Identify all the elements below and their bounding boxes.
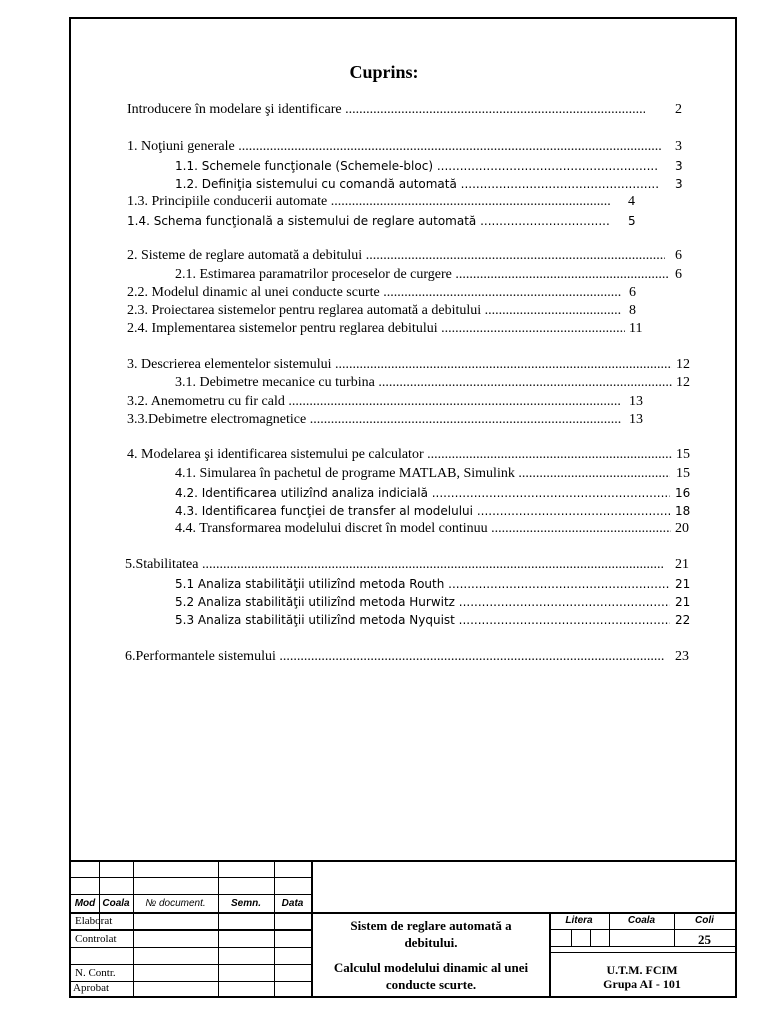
toc-entry-text: 5.1 Analiza stabilităţii utilizînd metoda Routh ..... (175, 575, 670, 593)
stamp-header: Mod (74, 898, 96, 909)
toc-entry (125, 648, 695, 666)
stamp-header: Semn. (230, 898, 261, 909)
toc-entry (127, 393, 657, 411)
toc-entry-text: 1.2. Definiţia sistemului cu comandă automată ..... (175, 175, 659, 193)
toc-entry-page: 21 (675, 577, 691, 591)
toc-entry-text: 1.4. Schema funcţională a sistemului de reglare automată ..... (127, 212, 611, 230)
toc-entry-page: 12 (676, 375, 690, 390)
stamp-header: Coala (102, 898, 130, 909)
toc-entry-page: 21 (675, 557, 689, 572)
stamp-coli-label: Coli (695, 915, 714, 926)
toc-entry (175, 520, 700, 538)
toc-entry (127, 101, 687, 119)
toc-entry-page: 5 (628, 214, 636, 228)
toc-entry-page: 18 (675, 504, 691, 518)
toc-entry-page: 3 (675, 139, 682, 154)
toc-entry-page: 20 (675, 521, 689, 536)
toc-entry-page: 12 (676, 357, 690, 372)
toc-entry-text: 4.4. Transformarea modelului discret în model continuu ..... (175, 520, 671, 538)
toc-entry (175, 266, 695, 284)
toc-entry-text: 6.Performantele sistemului ..... (125, 648, 665, 666)
toc-entry-text: 4. Modelarea şi identificarea sistemului pe calculator ..... (127, 446, 672, 464)
toc-entry-page: 8 (629, 303, 636, 318)
toc-entry-text: 3.3.Debimetre electromagnetice ..... (127, 411, 621, 429)
toc-entry-page: 3 (675, 159, 683, 173)
document-subtitle: Calculul modelului dinamic al unei conducte scurte. (333, 960, 529, 992)
stamp-coli-value: 25 (698, 932, 711, 947)
toc-entry-text: 3.2. Anemometru cu fir cald ..... (127, 393, 621, 411)
stamp-header: № document. (145, 898, 206, 909)
toc-entry (127, 212, 647, 230)
toc-entry-page: 15 (676, 466, 690, 481)
document-title: Sistem de reglare automată a debitului. (350, 918, 512, 950)
toc-entry-page: 23 (675, 649, 689, 664)
toc-entry (175, 374, 695, 392)
toc-entry (175, 465, 695, 483)
toc-entry (127, 247, 687, 265)
toc-entry-page: 13 (629, 394, 643, 409)
toc-entry-text: 1. Noţiuni generale ..... (127, 138, 661, 156)
toc-entry-page: 6 (629, 285, 636, 300)
toc-entry-text: 4.3. Identificarea funcţiei de transfer al modelului ..... (175, 502, 670, 520)
toc-entry-page: 21 (675, 595, 691, 609)
stamp-coala-label: Coala (627, 915, 656, 926)
toc-entry (127, 320, 657, 338)
toc-entry-text: 2.2. Modelul dinamic al unei conducte scurte ..... (127, 284, 621, 302)
toc-entry (127, 138, 687, 156)
toc-entry (127, 446, 697, 464)
toc-entry-page: 6 (675, 267, 682, 282)
toc-entry (127, 356, 697, 374)
toc-entry-text: 3.1. Debimetre mecanice cu turbina ..... (175, 374, 672, 392)
toc-entry (175, 611, 695, 629)
stamp-organization: U.T.M. FCIM (606, 963, 678, 977)
toc-entry (175, 575, 695, 593)
toc-entry-page: 2 (675, 102, 682, 117)
title-block (71, 860, 735, 996)
stamp-litera-label: Litera (565, 915, 593, 926)
toc-entry-text: 1.1. Schemele funcţionale (Schemele-bloc) ..... (175, 157, 657, 175)
stamp-role: Controlat (75, 933, 117, 945)
toc-entry-page: 15 (676, 447, 690, 462)
toc-entry (175, 502, 695, 520)
stamp-header: Data (281, 898, 304, 909)
toc-entry (125, 556, 695, 574)
toc-entry-text: 3. Descrierea elementelor sistemului ..... (127, 356, 672, 374)
toc-entry (127, 284, 647, 302)
toc-entry (175, 157, 695, 175)
stamp-role: Aprobat (73, 982, 110, 994)
toc-entry-page: 22 (675, 613, 691, 627)
toc-entry-text: Introducere în modelare şi identificare ..... (127, 101, 645, 119)
toc-entry-text: 5.2 Analiza stabilităţii utilizînd metoda Hurwitz ..... (175, 593, 670, 611)
toc-entry-page: 6 (675, 248, 682, 263)
toc-entry-page: 3 (675, 177, 683, 191)
toc-entry (127, 302, 647, 320)
toc-entry-text: 1.3. Principiile conducerii automate ..... (127, 193, 611, 211)
stamp-group: Grupa AI - 101 (603, 977, 681, 991)
page-title: Cuprins: (349, 62, 419, 82)
toc-entry-page: 16 (675, 486, 691, 500)
toc-entry-text: 4.1. Simularea în pachetul de programe MATLAB, Simulink ..... (175, 465, 670, 483)
toc-entry-text: 2.1. Estimarea paramatrilor proceselor de curgere ..... (175, 266, 669, 284)
toc-entry-text: 5.Stabilitatea ..... (125, 556, 663, 574)
toc-entry (175, 175, 695, 193)
toc-entry-text: 5.3 Analiza stabilităţii utilizînd metoda Nyquist ..... (175, 611, 670, 629)
toc-entry (127, 411, 657, 429)
toc-entry-text: 2.4. Implementarea sistemelor pentru reglarea debitului ..... (127, 320, 625, 338)
toc-entry-page: 11 (629, 321, 643, 336)
toc-entry-page: 13 (629, 412, 643, 427)
toc-entry-text: 2. Sisteme de reglare automată a debitului ..... (127, 247, 665, 265)
stamp-role: N. Contr. (75, 967, 116, 979)
toc-entry-text: 2.3. Proiectarea sistemelor pentru reglarea automată a debitului ..... (127, 302, 621, 320)
toc-entry (175, 484, 695, 502)
stamp-role: Elaborat (75, 915, 113, 927)
toc-entry-text: 4.2. Identificarea utilizînd analiza indicială ..... (175, 484, 670, 502)
toc-entry (127, 193, 647, 211)
toc-entry (175, 593, 695, 611)
toc-entry-page: 4 (628, 194, 635, 209)
